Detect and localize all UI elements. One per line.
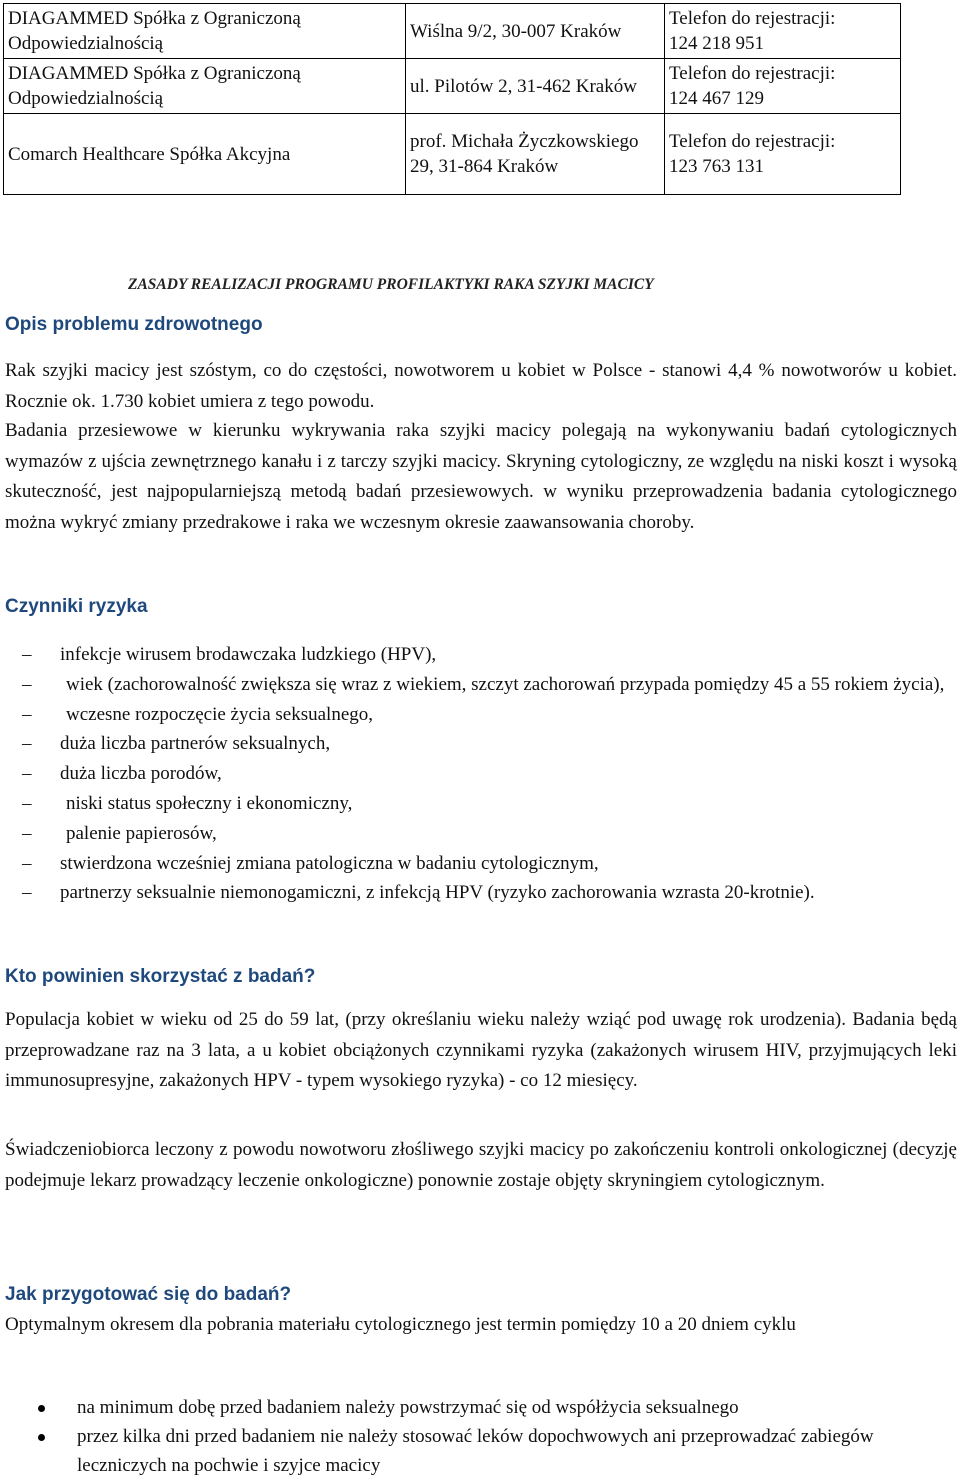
list-item-text: wiek (zachorowalność zwiększa się wraz z wiekiem, szczyt zachorowań przypada pomiędzy 45 a 55 rokiem życia),: [66, 673, 945, 695]
bullet-marker: [38, 1405, 45, 1412]
table-row: [4, 4, 901, 59]
dash-marker: –: [22, 763, 32, 785]
provider-address: Wiślna 9/2, 30-007 Kraków: [406, 4, 665, 59]
list-item-text: na minimum dobę przed badaniem należy powstrzymać się od współżycia seksualnego: [77, 1397, 739, 1418]
list-item: [5, 849, 945, 879]
list-item: [5, 819, 945, 849]
list-item-text: przez kilka dni przed badaniem nie należy stosować leków dopochwowych ani przeprowadzać zabiegów leczniczych na pochwie i szyjce macicy: [77, 1426, 874, 1476]
problem-paragraph-2: Badania przesiewowe w kierunku wykrywania raka szyjki macicy polegają na wykonywaniu badań cytologicznych wymazów z ujścia zewnętrznego kanału i z tarczy szyjki macicy. Skryning cytologiczny, ze względu na niski koszt i wysoką skuteczność, jest najpopularniejszą metodą badań przesiewowych. w wyniku przeprowadzenia badania cytologicznego można wykryć zmiany przedrakowe i raka we wczesnym okresie zaawansowania choroby.: [5, 420, 957, 533]
problem-paragraph-1: Rak szyjki macicy jest szóstym, co do częstości, nowotworem u kobiet w Polsce - stanowi 4,4 % nowotworów u kobiet. Rocznie ok. 1.730 kobiet umiera z tego powodu.: [5, 360, 957, 412]
dash-marker: –: [22, 882, 32, 904]
list-item-text: wczesne rozpoczęcie życia seksualnego,: [66, 703, 373, 725]
phone-number: 124 218 951: [669, 33, 764, 54]
heading-how-to-prepare: Jak przygotować się do badań?: [5, 1284, 292, 1305]
who-paragraph-2: Świadczeniobiorca leczony z powodu nowotworu złośliwego szyjki macicy po zakończeniu kontroli onkologicznej (decyzję podejmuje lekarz prowadzący leczenie onkologiczne) ponownie zostaje objęty skryningiem cytologicznym.: [5, 1139, 957, 1191]
dash-marker: –: [22, 792, 32, 814]
provider-name: DIAGAMMED Spółka z Ograniczoną Odpowiedzialnością: [4, 59, 406, 114]
list-item: [5, 1422, 945, 1480]
list-item: [5, 700, 945, 730]
dash-marker: –: [22, 733, 32, 755]
list-item-text: stwierdzona wcześniej zmiana patologiczna w badaniu cytologicznym,: [60, 852, 599, 874]
list-item-text: infekcje wirusem brodawczaka ludzkiego (HPV),: [60, 644, 437, 665]
dash-marker: –: [22, 673, 32, 695]
table-row: [4, 59, 901, 114]
heading-risk-factors: Czynniki ryzyka: [5, 596, 148, 617]
list-item-text: palenie papierosów,: [66, 822, 217, 844]
dash-marker: –: [22, 703, 32, 725]
program-title: ZASADY REALIZACJI PROGRAMU PROFILAKTYKI RAKA SZYJKI MACICY: [128, 276, 654, 293]
provider-phone-cell: [665, 59, 901, 114]
provider-name: DIAGAMMED Spółka z Ograniczoną Odpowiedzialnością: [4, 4, 406, 59]
list-item: [5, 729, 945, 759]
list-item-text: partnerzy seksualnie niemonogamiczni, z infekcją HPV (ryzyko zachorowania wzrasta 20-krotnie).: [60, 882, 815, 904]
preparation-list: [5, 1393, 945, 1480]
provider-phone-cell: [665, 4, 901, 59]
list-item-text: niski status społeczny i ekonomiczny,: [66, 792, 353, 814]
who-paragraph-1: Populacja kobiet w wieku od 25 do 59 lat, (przy określaniu wieku należy wziąć pod uwagę rok urodzenia). Badania będą przeprowadzane raz na 3 lata, a u kobiet obciążonych czynnikami ryzyka (zakażonych wirusem HIV, przyjmujących leki immunosupresyjne, zakażonych HPV - typem wysokiego ryzyka) - co 12 miesięcy.: [5, 1009, 957, 1091]
risk-factors-list: [5, 640, 945, 908]
heading-problem-description: Opis problemu zdrowotnego: [5, 314, 263, 335]
list-item: [5, 759, 945, 789]
provider-address: ul. Pilotów 2, 31-462 Kraków: [406, 59, 665, 114]
list-item: [5, 1393, 945, 1422]
phone-number: 124 467 129: [669, 88, 764, 109]
table-row: [4, 114, 901, 195]
provider-phone-cell: [665, 114, 901, 195]
dash-marker: –: [22, 822, 32, 844]
list-item: [5, 789, 945, 819]
provider-name: Comarch Healthcare Spółka Akcyjna: [4, 114, 406, 195]
providers-table: [3, 3, 901, 195]
dash-marker: –: [22, 644, 32, 665]
prepare-paragraph: Optymalnym okresem dla pobrania materiału cytologicznego jest termin pomiędzy 10 a 20 dniem cyklu: [5, 1314, 796, 1335]
list-item: [5, 670, 945, 700]
list-item-text: duża liczba partnerów seksualnych,: [60, 733, 331, 755]
bullet-marker: [38, 1434, 45, 1441]
phone-label: Telefon do rejestracji:: [669, 8, 836, 29]
dash-marker: –: [22, 852, 32, 874]
list-item: [5, 878, 945, 908]
list-item-text: duża liczba porodów,: [60, 763, 222, 785]
phone-label: Telefon do rejestracji:: [669, 131, 836, 152]
heading-who-should-test: Kto powinien skorzystać z badań?: [5, 966, 316, 987]
provider-address: prof. Michała Życzkowskiego 29, 31-864 Kraków: [406, 114, 665, 195]
list-item: [5, 640, 945, 670]
phone-number: 123 763 131: [669, 156, 764, 177]
phone-label: Telefon do rejestracji:: [669, 63, 836, 84]
